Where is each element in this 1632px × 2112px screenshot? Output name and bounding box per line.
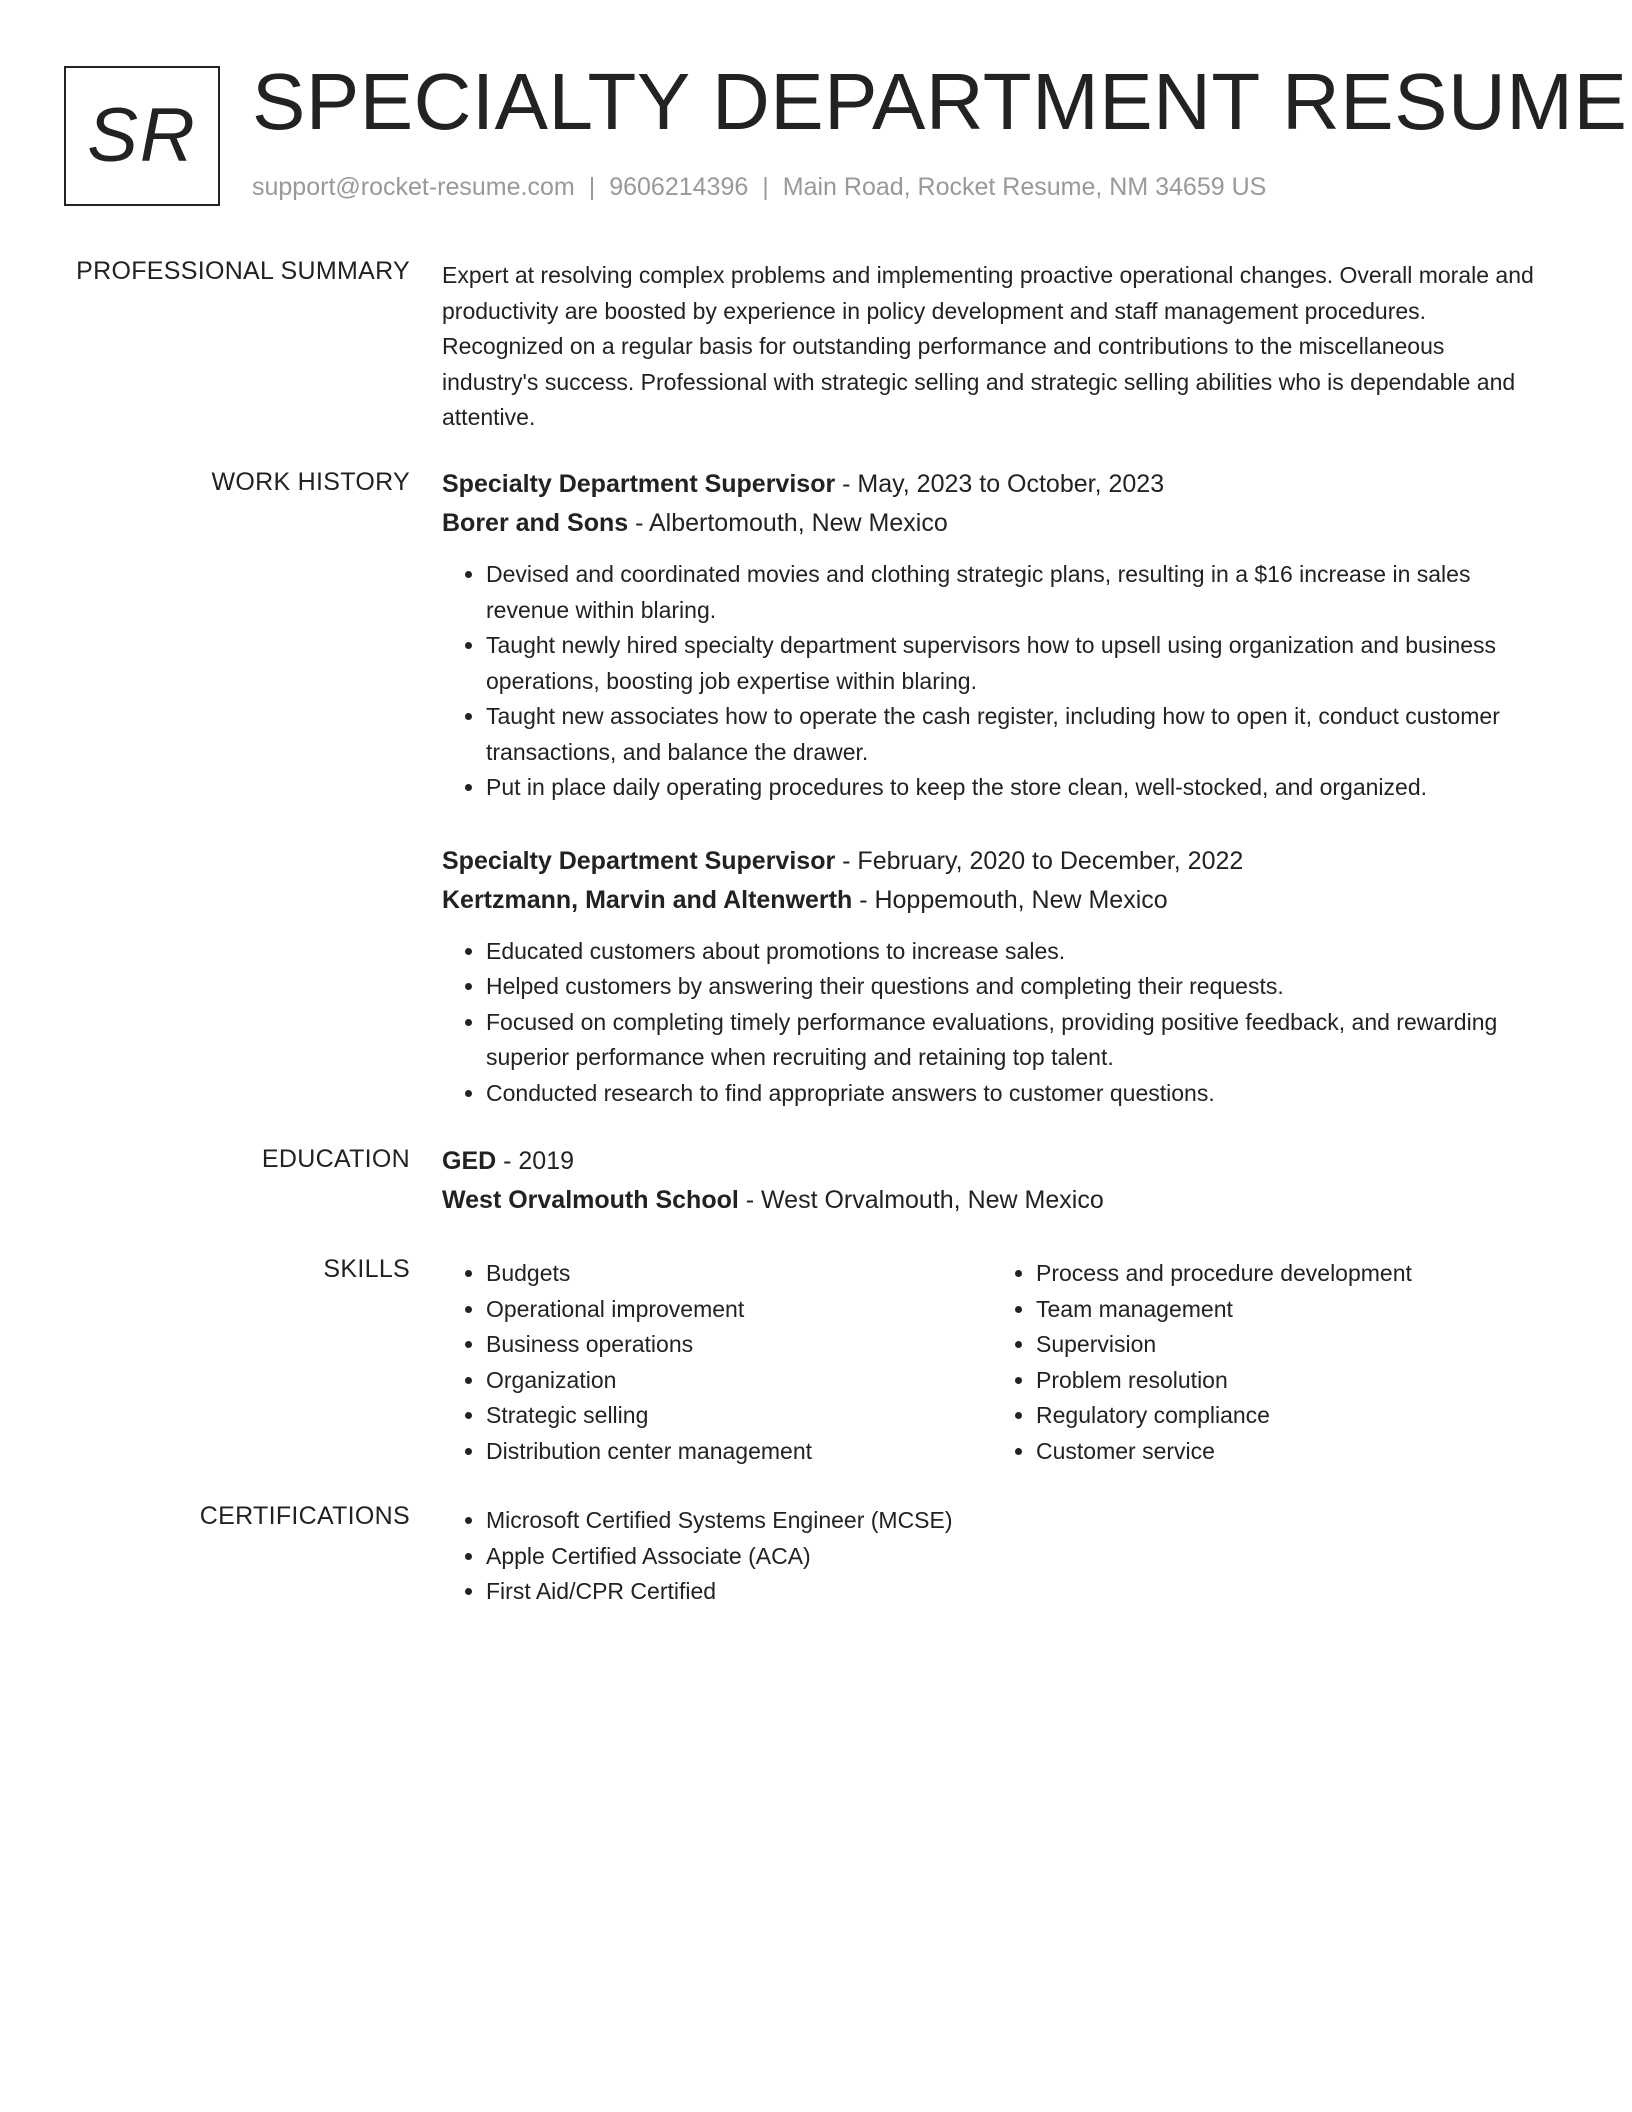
job-bullet: • Devised and coordinated movies and clothing strategic plans, resulting in a $16 increase in sales revenue within blaring. xyxy=(486,557,1542,628)
certification-item: • Apple Certified Associate (ACA) xyxy=(486,1539,1542,1575)
job-bullet: • Taught newly hired specialty department supervisors how to upsell using organization and business operations, boosting job expertise within blaring. xyxy=(486,628,1542,699)
contact-email[interactable]: support@rocket-resume.com xyxy=(252,173,575,201)
education-school-line xyxy=(442,1181,1542,1220)
skills-grid xyxy=(442,1256,1542,1469)
job-bullet: • Taught new associates how to operate the cash register, including how to open it, conduct customer transactions, and balance the drawer. xyxy=(486,699,1542,770)
skill-item: • Operational improvement xyxy=(486,1292,992,1328)
job-company-line xyxy=(442,881,1542,920)
skill-item: • Team management xyxy=(1036,1292,1542,1328)
job-entry xyxy=(442,465,1542,806)
skill-item: • Process and procedure development xyxy=(1036,1256,1542,1292)
contact-separator: | xyxy=(762,173,769,201)
resume-title: SPECIALTY DEPARTMENT RESUME xyxy=(252,57,1628,146)
education-degree-line xyxy=(442,1142,1542,1181)
summary-heading: PROFESSIONAL SUMMARY xyxy=(76,257,410,285)
job-title-line xyxy=(442,842,1542,881)
skill-item: • Strategic selling xyxy=(486,1398,992,1434)
skill-item: • Problem resolution xyxy=(1036,1363,1542,1399)
certification-item: • Microsoft Certified Systems Engineer (MCSE) xyxy=(486,1503,1542,1539)
contact-phone[interactable]: 9606214396 xyxy=(609,173,749,201)
job-dates: - February, 2020 to December, 2022 xyxy=(835,846,1244,875)
contact-separator: | xyxy=(588,173,596,201)
skill-item: • Regulatory compliance xyxy=(1036,1398,1542,1434)
skill-item: • Distribution center management xyxy=(486,1434,992,1470)
skills-list-left xyxy=(442,1256,992,1469)
skills-list-right xyxy=(992,1256,1542,1469)
job-bullets xyxy=(442,934,1542,1112)
monogram-box xyxy=(64,66,220,206)
job-location: - Albertomouth, New Mexico xyxy=(628,509,948,537)
skills-heading: SKILLS xyxy=(323,1255,410,1283)
job-title-line xyxy=(442,465,1542,504)
job-bullet: • Helped customers by answering their questions and completing their requests. xyxy=(486,969,1542,1005)
job-bullet: • Focused on completing timely performance evaluations, providing positive feedback, and rewarding superior performance when recruiting and retaining top talent. xyxy=(486,1005,1542,1076)
monogram-initials: SR xyxy=(87,92,197,178)
contact-line xyxy=(252,173,1266,202)
job-bullet: • Put in place daily operating procedures to keep the store clean, well-stocked, and organized. xyxy=(486,770,1542,806)
skill-item: • Customer service xyxy=(1036,1434,1542,1470)
summary-text: Expert at resolving complex problems and implementing proactive operational changes. Overall morale and productivity are boosted by experience in policy development and staff management procedures. Recognized on a regular basis for outstanding performance and contributions to the miscellaneous industry's success. Professional with strategic selling and strategic selling abilities who is dependable and attentive. xyxy=(442,262,1534,430)
work-history-heading: WORK HISTORY xyxy=(211,468,410,496)
job-bullets xyxy=(442,557,1542,806)
skill-item: • Organization xyxy=(486,1363,992,1399)
education-degree: GED xyxy=(442,1147,497,1175)
job-dates: - May, 2023 to October, 2023 xyxy=(835,470,1165,498)
job-bullet: • Educated customers about promotions to increase sales. xyxy=(486,934,1542,970)
education-school: West Orvalmouth School xyxy=(442,1186,739,1214)
job-role: Specialty Department Supervisor xyxy=(442,470,836,498)
education-heading: EDUCATION xyxy=(261,1145,410,1173)
education-location: - West Orvalmouth, New Mexico xyxy=(738,1186,1104,1214)
job-company-line xyxy=(442,504,1542,543)
job-company: Borer and Sons xyxy=(442,509,629,537)
skill-item: • Business operations xyxy=(486,1327,992,1363)
education-year: - 2019 xyxy=(496,1147,575,1175)
job-bullet: • Conducted research to find appropriate answers to customer questions. xyxy=(486,1076,1542,1112)
job-company: Kertzmann, Marvin and Altenwerth xyxy=(442,885,853,914)
job-location: - Hoppemouth, New Mexico xyxy=(852,885,1168,914)
skill-item: • Budgets xyxy=(486,1256,992,1292)
certification-item: • First Aid/CPR Certified xyxy=(486,1574,1542,1610)
job-entry xyxy=(442,842,1542,1112)
certifications-heading: CERTIFICATIONS xyxy=(199,1502,410,1530)
contact-address: Main Road, Rocket Resume, NM 34659 US xyxy=(782,173,1267,201)
certifications-list xyxy=(442,1503,1542,1610)
job-role: Specialty Department Supervisor xyxy=(442,846,836,875)
skill-item: • Supervision xyxy=(1036,1327,1542,1363)
